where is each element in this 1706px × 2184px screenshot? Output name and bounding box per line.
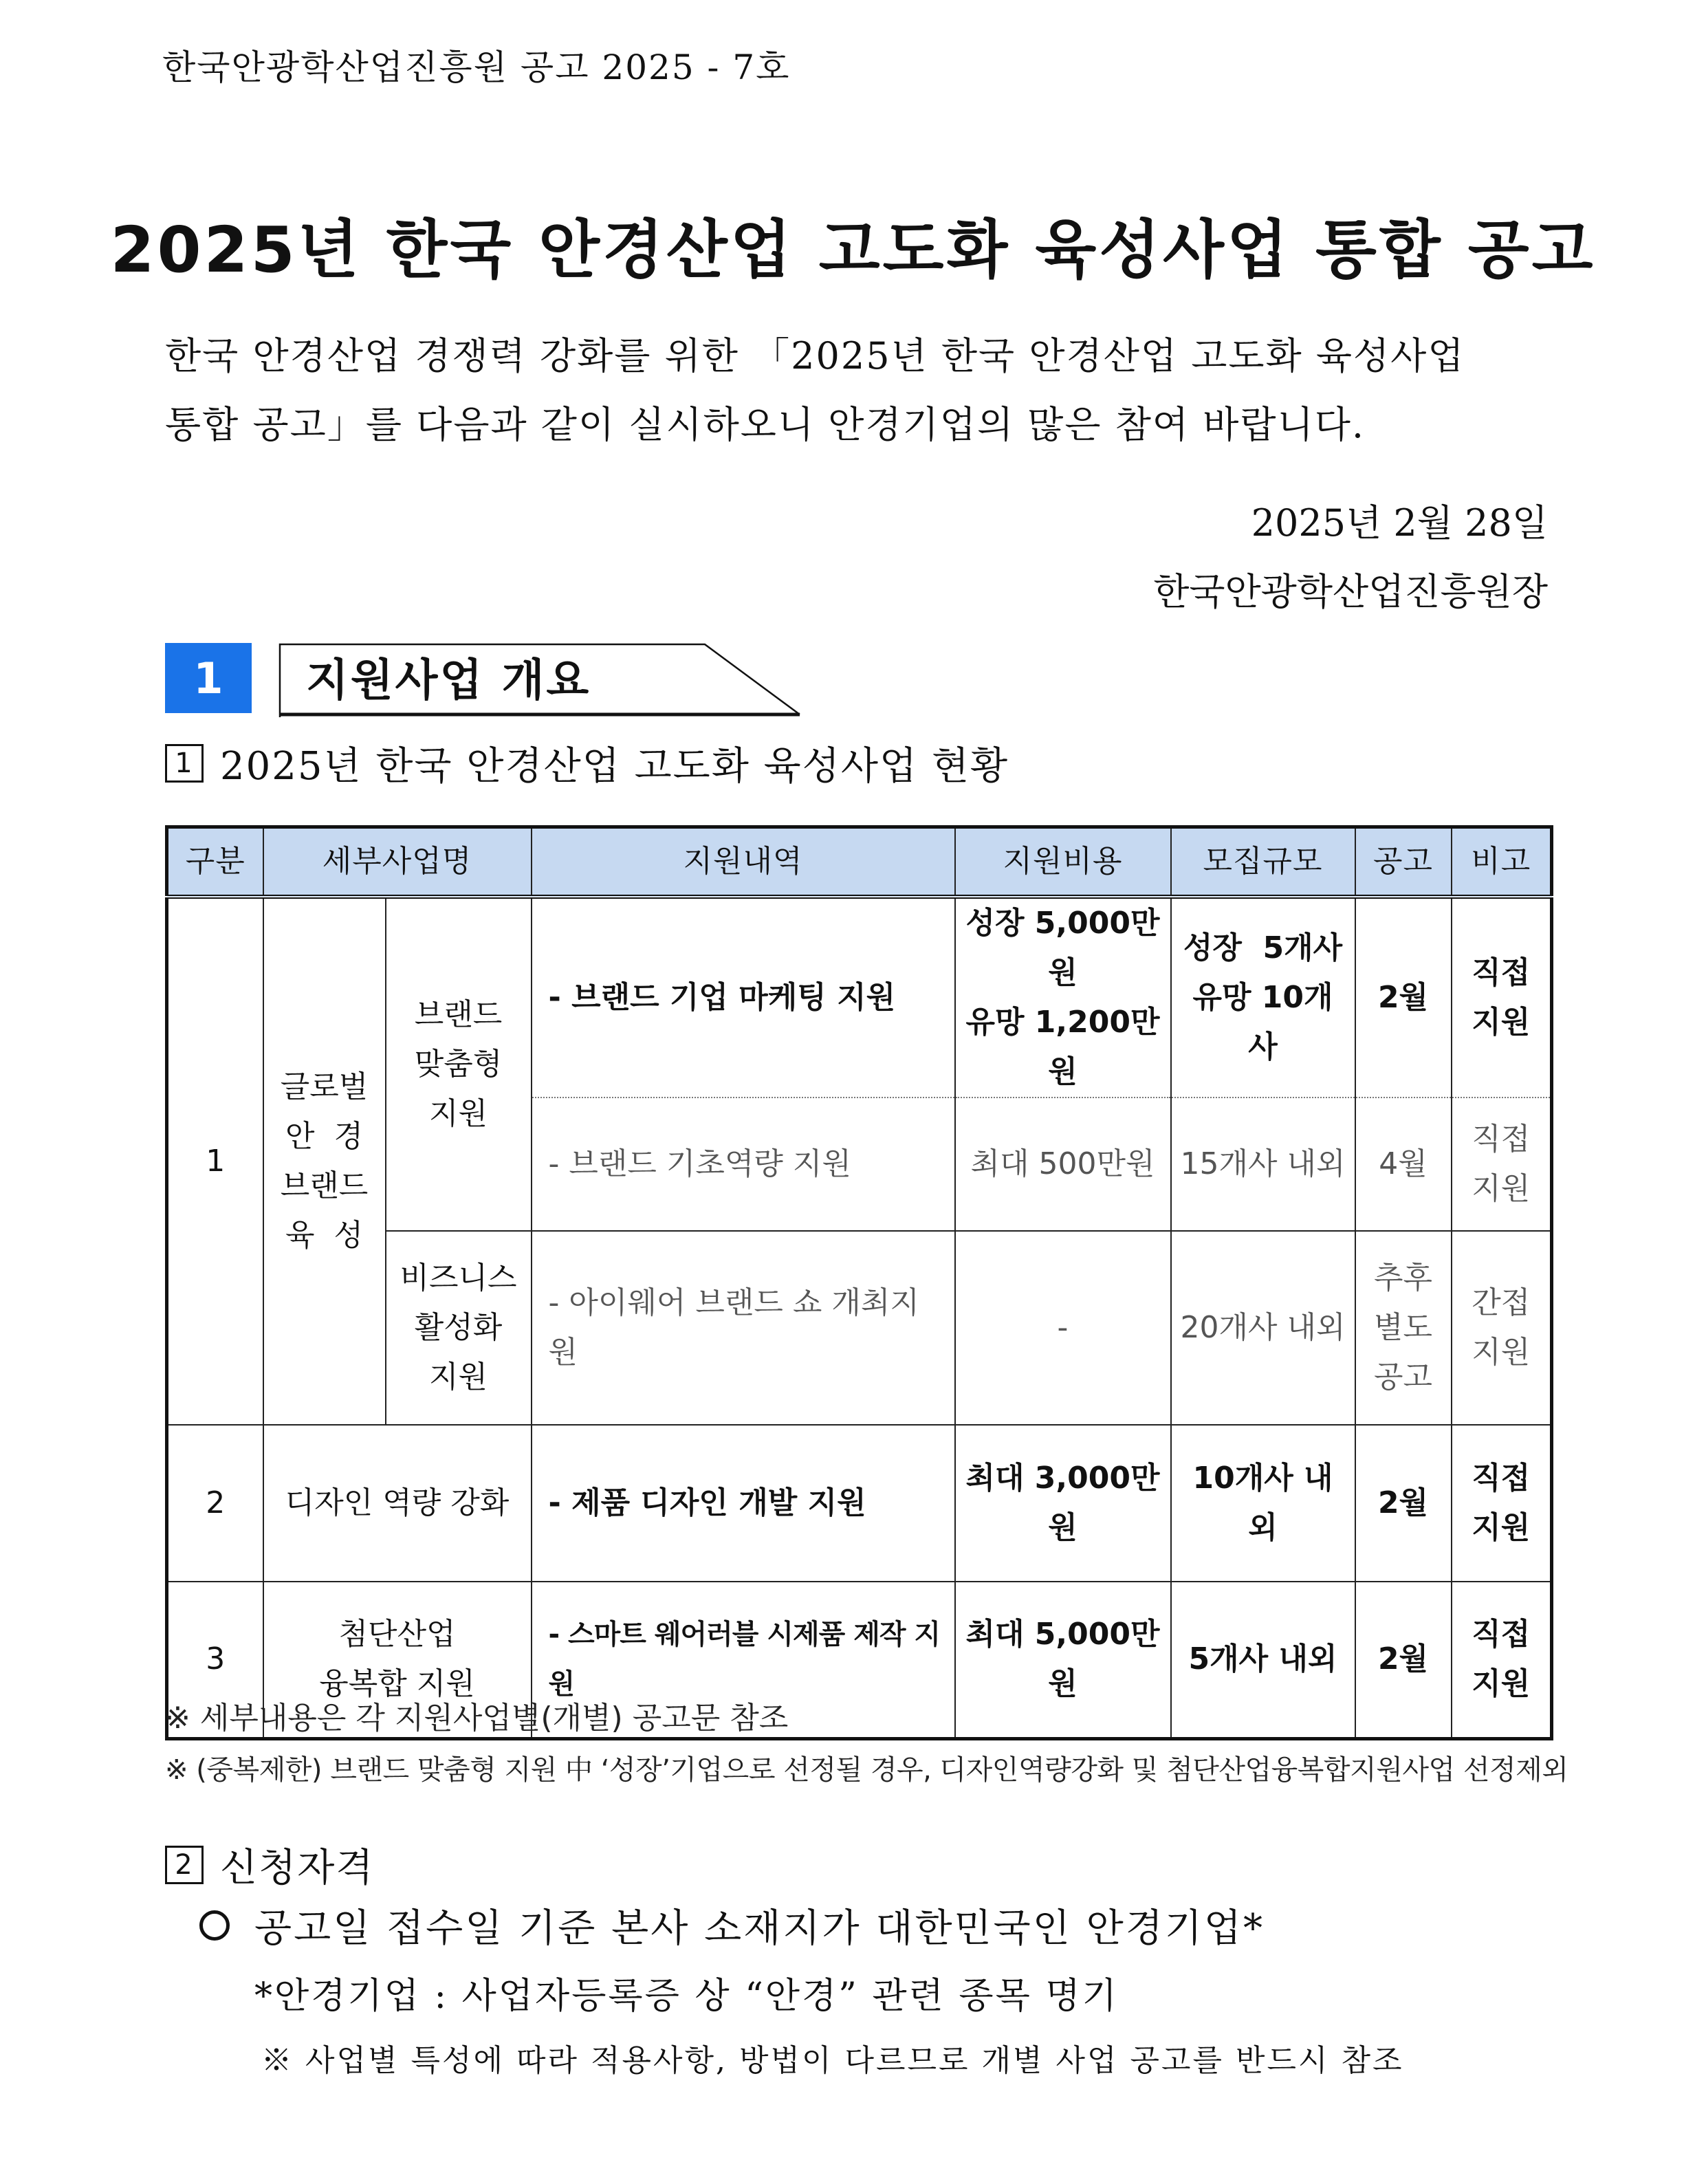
intro-line-2: 통합 공고」를 다음과 같이 실시하오니 안경기업의 많은 참여 바랍니다.: [165, 403, 1366, 446]
row2-scale: 10개사 내외: [1171, 1425, 1355, 1582]
intro-paragraph: [165, 322, 1547, 459]
row1-number: 1: [167, 897, 263, 1425]
header-support-cost: 지원비용: [955, 827, 1171, 897]
table-row: [167, 897, 1552, 1098]
row1c-remark: [1452, 1231, 1552, 1425]
row3-remark-line: 직접: [1472, 1617, 1531, 1652]
row1a-scale-line: 유망 10개사: [1192, 980, 1333, 1064]
row2-remark: [1452, 1425, 1552, 1582]
row3-scale: 5개사 내외: [1171, 1582, 1355, 1738]
row1b-notice: 4월: [1355, 1098, 1452, 1231]
row1a-cost-line: 유망 1,200만원: [965, 1005, 1160, 1089]
qualification-note: ※ 사업별 특성에 따라 적용사항, 방법이 다르므로 개별 사업 공고를 반드시 참조: [261, 2043, 1404, 2078]
qualification-sub: *안경기업 : 사업자등록증 상 “안경” 관련 종목 명기: [254, 1976, 1119, 2017]
header-program-name: 세부사업명: [263, 827, 532, 897]
row2-cost: 최대 3,000만원: [955, 1425, 1171, 1582]
sub-brand-line: 브랜드: [414, 997, 503, 1032]
table-note-1: ※ 세부내용은 각 지원사업별(개별) 공고문 참조: [165, 1701, 789, 1736]
row1a-cost-line: 성장 5,000만원: [965, 906, 1160, 990]
row1a-remark-line: 직접: [1472, 955, 1531, 990]
row2-remark-line: 지원: [1472, 1510, 1531, 1545]
row1c-remark-line: 지원: [1472, 1335, 1531, 1370]
subsection-2-number: 2: [165, 1846, 204, 1884]
subsection-2-title: 신청자격: [220, 1846, 375, 1890]
subsection-1-heading: [165, 736, 1009, 791]
row1b-remark: [1452, 1098, 1552, 1231]
sub-brand-line: 지원: [428, 1096, 488, 1131]
row1c-content: - 아이웨어 브랜드 쇼 개최지원: [532, 1231, 955, 1425]
section-title: 지원사업 개요: [306, 655, 591, 706]
document-title: 2025년 한국 안경산업 고도화 육성사업 통합 공고: [110, 213, 1596, 287]
row1-category-line: 브랜드: [280, 1168, 369, 1203]
sub-business-line: 활성화: [414, 1310, 503, 1345]
notice-date: 2025년 2월 28일: [1251, 501, 1548, 545]
row2-number: 2: [167, 1425, 263, 1582]
row1c-scale: 20개사 내외: [1171, 1231, 1355, 1425]
row3-name-line: 첨단산업: [338, 1617, 456, 1652]
row2-content: - 제품 디자인 개발 지원: [532, 1425, 955, 1582]
header-recruit-scale: 모집규모: [1171, 827, 1355, 897]
row3-number: 3: [167, 1582, 263, 1738]
header-notice: 공고: [1355, 827, 1452, 897]
section-number-badge: 1: [165, 643, 252, 713]
row1-sub-business: [386, 1231, 532, 1425]
program-table: [165, 825, 1553, 1740]
qualification-main-text: 공고일 접수일 기준 본사 소재지가 대한민국인 안경기업*: [254, 1906, 1265, 1951]
row1a-remark-line: 지원: [1472, 1005, 1531, 1040]
header-category: 구분: [167, 827, 263, 897]
row3-remark: [1452, 1582, 1552, 1738]
sub-business-line: 비즈니스: [400, 1260, 517, 1296]
row3-name-line: 융복합 지원: [319, 1666, 475, 1702]
sub-business-line: 지원: [428, 1359, 488, 1395]
row1-category-line: 육 성: [285, 1218, 363, 1253]
row1b-scale: 15개사 내외: [1171, 1098, 1355, 1231]
row1b-remark-line: 직접: [1472, 1122, 1531, 1157]
row1-category-line: 안 경: [285, 1119, 363, 1154]
header-remark: 비고: [1452, 827, 1552, 897]
subsection-1-number: 1: [165, 744, 204, 783]
row3-remark-line: 지원: [1472, 1666, 1531, 1702]
row1a-notice: 2월: [1355, 897, 1452, 1098]
issuer: 한국안광학산업진흥원장: [1153, 570, 1548, 613]
row1b-content: - 브랜드 기초역량 지원: [532, 1098, 955, 1231]
row1a-scale: [1171, 897, 1355, 1098]
row1c-notice: [1355, 1231, 1452, 1425]
row1b-cost: 최대 500만원: [955, 1098, 1171, 1231]
row1c-notice-line: 공고: [1373, 1359, 1432, 1395]
subsection-1-title: 2025년 한국 안경산업 고도화 육성사업 현황: [220, 744, 1009, 789]
row1a-cost: [955, 897, 1171, 1098]
row3-content: - 스마트 웨어러블 시제품 제작 지원: [532, 1582, 955, 1738]
notice-number: 한국안광학산업진흥원 공고 2025 - 7호: [162, 47, 791, 87]
row1c-notice-line: 추후: [1373, 1260, 1432, 1296]
row1-sub-brand: [386, 897, 532, 1231]
header-support-content: 지원내역: [532, 827, 955, 897]
row3-notice: 2월: [1355, 1582, 1452, 1738]
table-note-2: ※ (중복제한) 브랜드 맞춤형 지원 中 ‘성장’기업으로 선정될 경우, 디자인역량강화 및 첨단산업융복합지원사업 선정제외: [165, 1754, 1568, 1786]
row1c-notice-line: 별도: [1373, 1310, 1432, 1345]
sub-brand-line: 맞춤형: [414, 1047, 503, 1082]
row1-category: [263, 897, 386, 1425]
row1b-remark-line: 지원: [1472, 1171, 1531, 1206]
row1a-scale-line: 성장 5개사: [1183, 930, 1343, 965]
row1a-content: - 브랜드 기업 마케팅 지원: [532, 897, 955, 1098]
qualification-main: [199, 1898, 1265, 1953]
row1c-cost: -: [955, 1231, 1171, 1425]
row1-category-line: 글로벌: [280, 1069, 369, 1104]
intro-line-1: 한국 안경산업 경쟁력 강화를 위한 「2025년 한국 안경산업 고도화 육성사업: [165, 334, 1465, 378]
subsection-2-heading: [165, 1837, 374, 1892]
row1a-remark: [1452, 897, 1552, 1098]
table-row: [167, 1425, 1552, 1582]
table-header-row: [167, 827, 1552, 897]
row1c-remark-line: 간접: [1472, 1285, 1531, 1320]
bullet-circle-icon: [199, 1910, 230, 1941]
row3-cost: 최대 5,000만원: [955, 1582, 1171, 1738]
row2-notice: 2월: [1355, 1425, 1452, 1582]
row2-program-name: 디자인 역량 강화: [263, 1425, 532, 1582]
row2-remark-line: 직접: [1472, 1461, 1531, 1496]
